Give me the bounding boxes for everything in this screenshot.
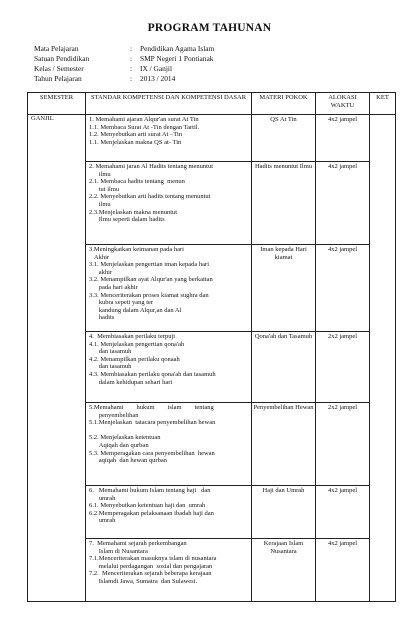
competency-line: 4.3. Membiasakan perilaku qona'ah dan tasamuh — [89, 370, 216, 378]
competency-line: aqiqah dan hewan qurban — [89, 457, 167, 465]
competency-line: kandung dalam Alqur,an dan Al — [89, 306, 182, 314]
materi-column — [252, 115, 316, 602]
materi-cell: QS At Tin — [252, 115, 315, 162]
competency-line: dan tasamuh — [89, 348, 132, 356]
meta-separator: : — [130, 64, 133, 73]
meta-key: Satuan Pendidikan — [34, 54, 90, 63]
competency-line: 7. Memahami sejarah perkembangan — [89, 540, 187, 547]
competency-line: umrah — [89, 517, 116, 525]
competency-line: 2.1. Membaca hadits tentang menun — [89, 178, 185, 186]
competency-line: 3.3. Menceriterakan proses kiamat sughra dan — [89, 291, 209, 299]
competency-block — [86, 332, 251, 403]
meta-row-school — [34, 54, 214, 64]
meta-key: Kelas / Semester — [34, 64, 84, 73]
competency-line: 7.1.Menceriterakan masuknya islam di nusantara — [89, 555, 217, 563]
competency-line: 5.2. Menjelaskan ketentuan — [89, 434, 161, 442]
materi-cell: Iman kepada Hari kiamat — [252, 245, 315, 332]
meta-value: SMP Negeri 1 Pontianak — [140, 54, 214, 63]
ket-cell — [370, 115, 396, 602]
competency-line: hadits — [89, 314, 115, 322]
meta-row-class — [34, 64, 214, 74]
competency-line: 5.1.Menjelaskan tatacara penyembelihan hewan — [89, 419, 216, 427]
competency-line: 1. Memahami ajaran Alqur'an surat At Tin — [89, 116, 199, 123]
header-kompetensi: STANDAR KOMPETENSI DAN KOMPETENSI DASAR — [86, 93, 252, 115]
competency-line: 4. Membiasakan perilaku terpuji — [89, 333, 176, 340]
competency-line: dan tasamuh — [89, 363, 132, 371]
competency-line: 5.3. Memperagakan cara penyembelihan hewan — [89, 449, 215, 457]
competency-line: 4.2. Menampilkan perilaku qonaah — [89, 355, 180, 363]
competency-line: 6.1. Menyebutkan ketentuan haji dan umrah — [89, 502, 206, 510]
competency-line: penyembelihan — [89, 411, 139, 419]
competency-line: 6.2.Memperagakan pelaksanaan ibadah haji dan — [89, 509, 214, 517]
alokasi-cell: 4x2 jampel — [316, 162, 369, 245]
competency-line — [89, 427, 248, 435]
competency-block — [86, 245, 251, 332]
competency-block — [86, 486, 251, 539]
header-materi: MATERI POKOK — [252, 93, 316, 115]
competency-line: 1.1. Membaca Surat At -Tin dengan Tartil. — [89, 123, 200, 131]
materi-cell: Qona'ah dan Tasamuh — [252, 332, 315, 403]
header-ket: KET — [370, 93, 396, 115]
meta-separator: : — [130, 54, 133, 63]
competency-block — [86, 115, 251, 162]
competency-line: ilmu — [89, 170, 111, 178]
competency-block — [86, 403, 251, 486]
alokasi-cell: 4x2 jampel — [316, 115, 369, 162]
competency-line: ilmu — [89, 200, 111, 208]
competency-line: Islam di Nusantara — [89, 547, 148, 555]
meta-value: IX / Ganjil — [140, 64, 173, 73]
materi-cell: Kerajaan Islam Nusantara — [263, 540, 304, 555]
materi-cell: Penyembelihan Hewan — [252, 403, 315, 486]
competency-line: tut ilmu — [89, 185, 120, 193]
meta-row-subject — [34, 44, 214, 54]
competency-line: 2.3.Menjelaskan makna menuntut — [89, 208, 178, 216]
competency-line: 1.2. Menyebutkan arti surat At –Tin — [89, 131, 183, 139]
header-semester: SEMESTER — [28, 93, 86, 115]
meta-key: Mata Pelajaran — [34, 44, 79, 53]
competency-line: Akhir — [89, 253, 110, 261]
alokasi-cell: 2x2 jampel — [316, 403, 369, 486]
competency-line: Islamdi Jawa, Sumatra dan Sulawesi. — [89, 577, 198, 585]
competency-line: pada hari akhir — [89, 283, 138, 291]
meta-key: Tahun Pelajaran — [34, 74, 82, 83]
competency-line: 3.1. Menjelaskan pengertian iman kepada hari — [89, 261, 210, 269]
document-meta — [34, 44, 214, 84]
alokasi-cell: 2x2 jampel — [316, 332, 369, 403]
page-title: PROGRAM TAHUNAN — [147, 22, 272, 34]
competency-line: akhir — [89, 268, 113, 276]
meta-value: 2013 / 2014 — [140, 74, 176, 83]
alokasi-cell: 4x2 jampel — [316, 245, 369, 332]
materi-cell: Hadits menuntut Ilmu — [252, 162, 315, 245]
header-alokasi: ALOKASI WAKTU — [316, 93, 370, 115]
competency-line: 2.2. Menyebutkan arti hadits tentang menuntut — [89, 193, 211, 201]
kompetensi-column — [86, 115, 252, 602]
meta-separator: : — [130, 44, 133, 53]
alokasi-cell: 4x2 jampel — [327, 540, 358, 547]
competency-block — [86, 162, 251, 245]
alokasi-column — [316, 115, 370, 602]
competency-line: umrah — [89, 494, 116, 502]
competency-line: kubra sepeti yang ter — [89, 299, 154, 307]
competency-line: Aqiqah dan qurban — [89, 441, 149, 449]
competency-line: dalam kehidupan sehari hari — [89, 378, 173, 386]
meta-row-year — [34, 74, 214, 84]
competency-line: 1.1. Menjelaskan makna QS at- Tin — [89, 138, 182, 146]
competency-block — [86, 539, 251, 601]
semester-cell: GANJIL — [28, 115, 86, 602]
meta-value: Pendidikan Agama Islam — [140, 44, 215, 53]
program-table — [27, 92, 396, 602]
competency-line: 7.2. Menceriterakan sejarah beberapa kerajaan — [89, 570, 212, 578]
competency-line: 3.Meningkatkan keimanan pada hari — [89, 246, 184, 253]
table-header-row — [28, 93, 396, 115]
meta-separator: : — [130, 74, 133, 83]
materi-cell: Haji dan Umrah — [252, 486, 315, 539]
competency-line: 4.1. Menjelaskan pengertian qona'ah — [89, 340, 185, 348]
table-body-row — [28, 115, 396, 602]
competency-line: 2. Memahami jaran Al Hadits tentang menuntut — [89, 163, 214, 170]
competency-line: 6. Memahami hukum Islam tentang haji dan — [89, 487, 211, 494]
competency-line: Ilmu seperti dalam hadits — [89, 216, 165, 224]
competency-line: 5.Memahami hukum islam tentang — [89, 404, 214, 411]
competency-line: melalui perdagangan sosial dan pengajaran — [89, 562, 213, 570]
alokasi-cell: 4x2 jampel — [316, 486, 369, 539]
competency-line: 3.2. Menampilkan ayat Alqur'an yang berkaitan — [89, 276, 213, 284]
